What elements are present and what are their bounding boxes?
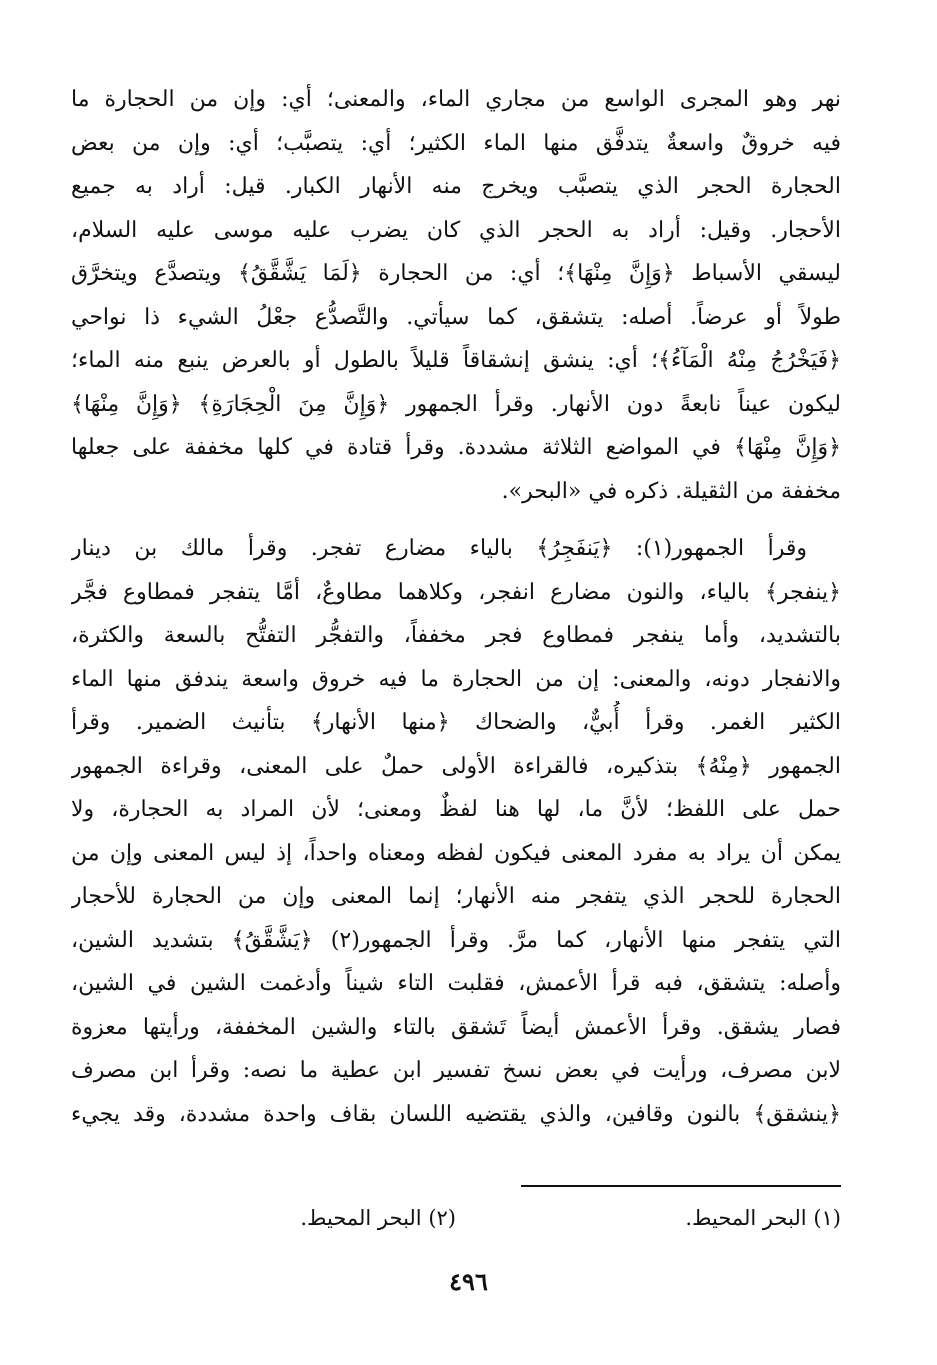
text-line: حمل على اللفظ؛ لأنَّ ما، لها هنا لفظٌ ومعنى؛ لأن المراد به الحجارة، ولا xyxy=(71,797,841,822)
footnote-divider xyxy=(521,1185,841,1187)
text-line: وأصله: يتشقق، فبه قرأ الأعمش، فقلبت التاء شيناً وأدغمت الشين في الشين، xyxy=(71,971,841,996)
text-line: الحجارة الحجر الذي يتصبَّب ويخرج منه الأنهار الكبار. قيل: أراد به جميع xyxy=(71,174,841,199)
text-line: ﴿ينفجر﴾ بالياء، والنون مضارع انفجر، وكلاهما مطاوعٌ، أمَّا يتفجر فمطاوع فجَّر xyxy=(71,579,841,605)
text-line: الحجارة للحجر الذي يتفجر منه الأنهار؛ إنما المعنى وإن من الحجارة للأحجار xyxy=(71,884,841,909)
text-line: لابن مصرف، ورأيت في بعض نسخ تفسير ابن عطية ما نصه: وقرأ ابن مصرف xyxy=(71,1058,841,1083)
text-line: طولاً أو عرضاً. أصله: يتشقق، كما سيأتي. والتَّصدُّع جعْلُ الشيء ذا نواحي xyxy=(71,304,841,330)
text-line: ﴿وَإِنَّ مِنْهَا﴾ في المواضع الثلاثة مشددة. وقرأ قتادة في كلها مخففة على جعلها xyxy=(71,435,841,460)
footnotes xyxy=(71,1198,841,1238)
text-line: الجمهور ﴿مِنْهُ﴾ بتذكيره، فالقراءة الأولى حملٌ على المعنى، وقراءة الجمهور xyxy=(71,753,841,779)
page-number: ٤٩٦ xyxy=(449,1267,488,1296)
footnote-2: (٢) البحر المحيط. xyxy=(300,1206,456,1230)
paragraph-2 xyxy=(71,527,841,1136)
text-line: فصار يشقق. وقرأ الأعمش أيضاً تَشقق بالتاء والشين المخففة، ورأيتها معزوة xyxy=(71,1014,841,1040)
text-line: والانفجار دونه، والمعنى: إن من الحجارة ما فيه خروق واسعة يندفق منها الماء xyxy=(71,666,841,692)
footnote-1: (١) البحر المحيط. xyxy=(685,1206,841,1230)
text-line: فيه خروقٌ واسعةٌ يتدفَّق منها الماء الكثير؛ أي: يتصبَّب؛ أي: وإن من بعض xyxy=(71,130,841,156)
text-line: ليسقي الأسباط ﴿وَإِنَّ مِنْهَا﴾؛ أي: من الحجارة ﴿لَمَا يَشَّقَّقُ﴾ ويتصدَّع ويتخرَّق xyxy=(71,261,841,286)
text-line: نهر وهو المجرى الواسع من مجاري الماء، والمعنى؛ أي: وإن من الحجارة ما xyxy=(71,87,841,112)
text-line: الأحجار. وقيل: أراد به الحجر الذي كان يضرب عليه موسى عليه السلام، xyxy=(71,217,841,243)
text-line: مخففة من الثقيلة. ذكره في «البحر». xyxy=(501,478,841,504)
text-line: ﴿فَيَخْرُجُ مِنْهُ الْمَآءُ﴾؛ أي: ينشق إنشقاقاً قليلاً بالطول أو بالعرض ينبع منه الماء؛ xyxy=(71,348,841,373)
paragraph-1 xyxy=(71,78,841,513)
text-line: بالتشديد، وأما ينفجر فمطاوع فجر مخففاً، والتفجُّر التفتُّح بالسعة والكثرة، xyxy=(71,623,841,648)
text-line: ليكون عيناً نابعةً دون الأنهار. وقرأ الجمهور ﴿وَإِنَّ مِنَ الْحِجَارَةِ﴾ ﴿وَإِنَّ مِنْهَا﴾ xyxy=(71,391,841,417)
text-line: وقرأ الجمهور(١): ﴿يَنفَجِرُ﴾ بالياء مضارع تفجر. وقرأ مالك بن دينار xyxy=(71,536,807,561)
text-line: ﴿ينشقق﴾ بالنون وقافين، والذي يقتضيه اللسان بقاف واحدة مشددة، وقد يجيء xyxy=(71,1101,841,1127)
text-line: الكثير الغمر. وقرأ أُبيٌّ، والضحاك ﴿منها الأنهار﴾ بتأنيث الضمير. وقرأ xyxy=(71,710,841,735)
text-line: التي يتفجر منها الأنهار، كما مرَّ. وقرأ الجمهور(٢) ﴿يَشَّقَّقُ﴾ بتشديد الشين، xyxy=(71,927,841,953)
text-line: يمكن أن يراد به مفرد المعنى فيكون لفظه ومعناه واحداً، إذ ليس المعنى وإن من xyxy=(71,840,841,866)
